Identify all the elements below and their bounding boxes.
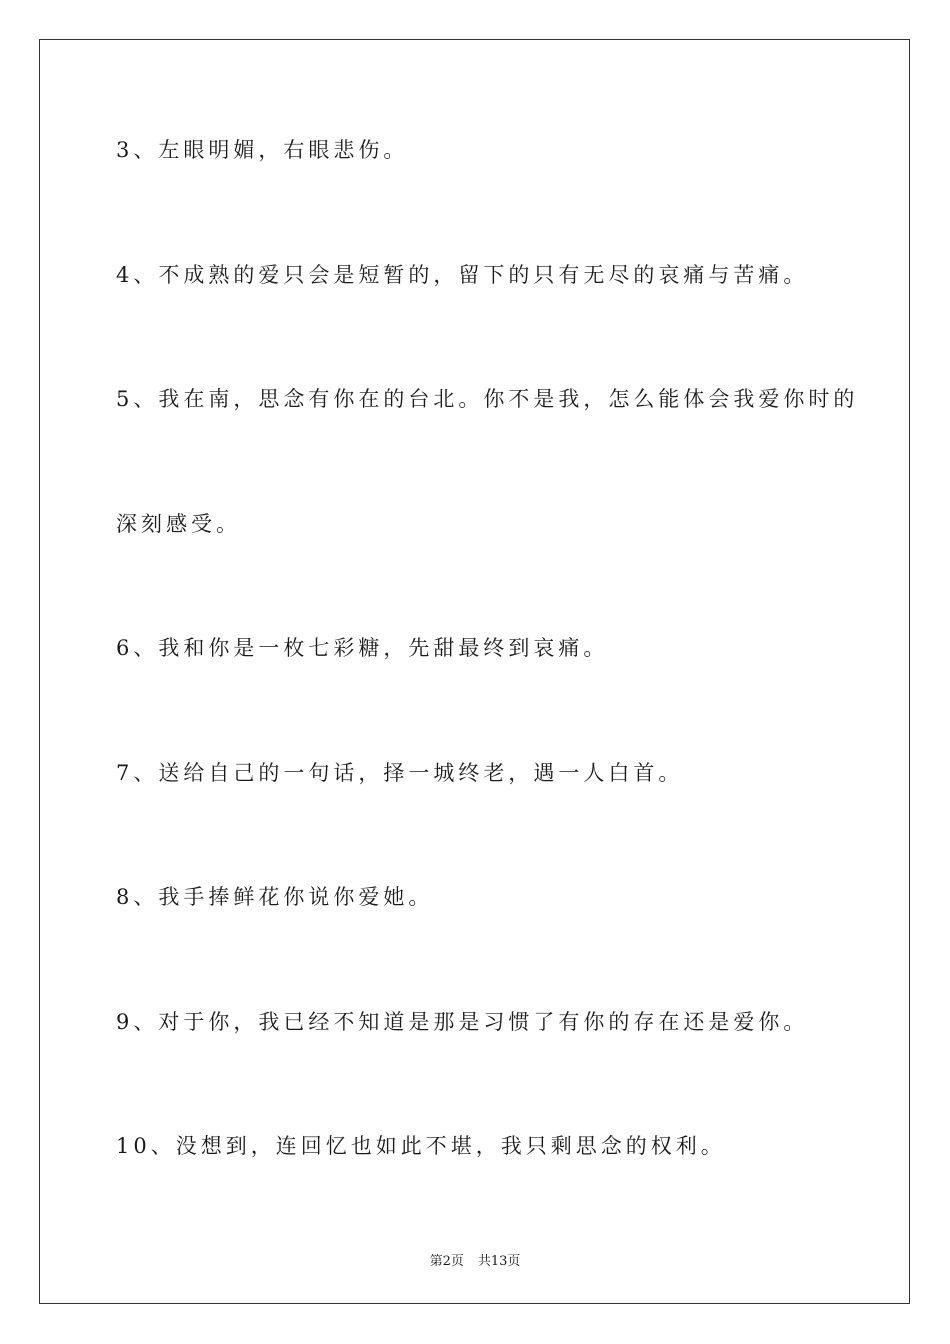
text-line-5: 5、我在南，思念有你在的台北。你不是我，怎么能体会我爱你时的: [116, 387, 859, 411]
text-line-10: 10、没想到，连回忆也如此不堪，我只剩思念的权利。: [116, 1134, 726, 1158]
text-line-7: 7、送给自己的一句话，择一城终老，遇一人白首。: [116, 761, 684, 785]
text-line-3: 3、左眼明媚，右眼悲伤。: [116, 138, 409, 162]
page-footer: [0, 1250, 950, 1269]
text-line-4: 4、不成熟的爱只会是短暂的，留下的只有无尽的哀痛与苦痛。: [116, 263, 809, 287]
text-line-8: 8、我手捧鲜花你说你爱她。: [116, 885, 434, 909]
text-line-6: 6、我和你是一枚七彩糖，先甜最终到哀痛。: [116, 636, 609, 660]
page-border: [39, 39, 910, 1304]
text-line-9: 9、对于你，我已经不知道是那是习惯了有你的存在还是爱你。: [116, 1010, 809, 1034]
page-total: 共13页: [477, 1254, 521, 1269]
page-number: 第2页: [429, 1254, 464, 1269]
text-line-5-continued: 深刻感受。: [116, 512, 241, 536]
